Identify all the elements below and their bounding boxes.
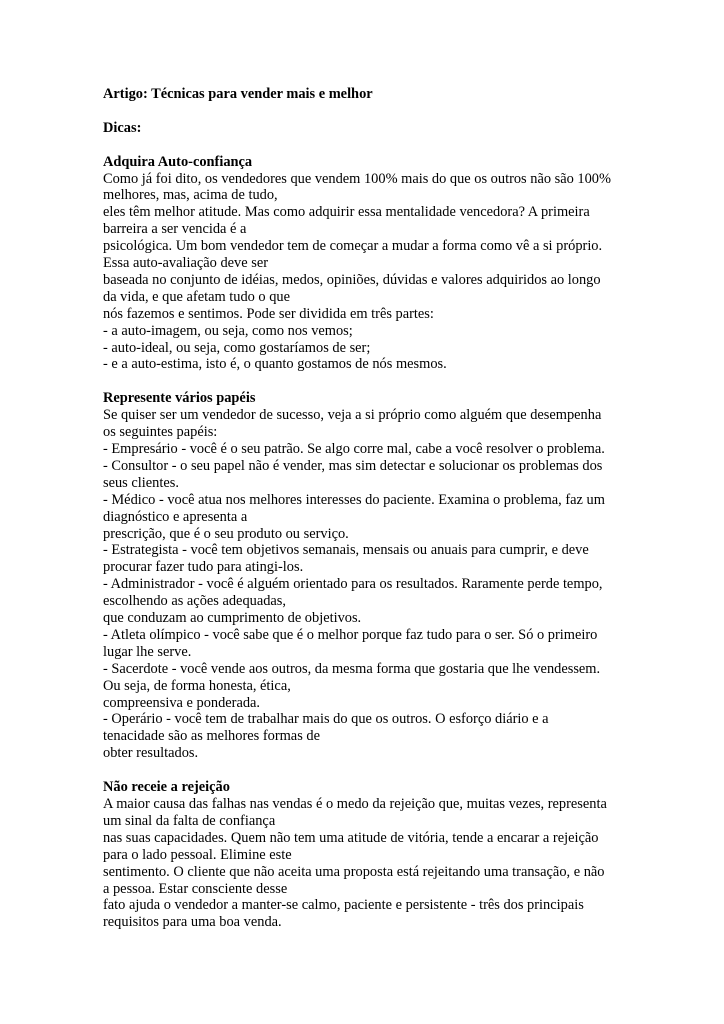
list-item: - Sacerdote - você vende aos outros, da mesma forma que gostaria que lhe vendessem. bbox=[103, 660, 601, 677]
paragraph-line: baseada no conjunto de idéias, medos, opiniões, dúvidas e valores adquiridos ao longo bbox=[103, 271, 601, 288]
section-heading: Adquira Auto-confiança bbox=[103, 153, 253, 170]
paragraph-line: barreira a ser vencida é a bbox=[103, 221, 247, 238]
document-page bbox=[103, 86, 633, 931]
spacer bbox=[103, 137, 633, 154]
paragraph-line: prescrição, que é o seu produto ou serviço. bbox=[103, 525, 349, 542]
paragraph-line: Essa auto-avaliação deve ser bbox=[103, 255, 269, 272]
list-item: - Médico - você atua nos melhores interesses do paciente. Examina o problema, faz um bbox=[103, 491, 605, 508]
list-item: - Operário - você tem de trabalhar mais do que os outros. O esforço diário e a bbox=[103, 711, 549, 728]
tips-label: Dicas: bbox=[103, 119, 142, 136]
list-item: - Atleta olímpico - você sabe que é o melhor porque faz tudo para o ser. Só o primeiro bbox=[103, 626, 598, 643]
paragraph-line: procurar fazer tudo para atingi-los. bbox=[103, 559, 304, 576]
paragraph-line: lugar lhe serve. bbox=[103, 643, 192, 660]
paragraph-line: Como já foi dito, os vendedores que vendem 100% mais do que os outros não são 100% bbox=[103, 170, 611, 187]
section-heading: Represente vários papéis bbox=[103, 390, 256, 407]
list-item: - Administrador - você é alguém orientado para os resultados. Raramente perde tempo, bbox=[103, 576, 603, 593]
list-item: - Estrategista - você tem objetivos semanais, mensais ou anuais para cumprir, e deve bbox=[103, 542, 589, 559]
section-rejection bbox=[103, 779, 633, 931]
paragraph-line: escolhendo as ações adequadas, bbox=[103, 593, 287, 610]
paragraph-line: tenacidade são as melhores formas de bbox=[103, 728, 320, 745]
list-item: - auto-ideal, ou seja, como gostaríamos de ser; bbox=[103, 339, 371, 356]
spacer bbox=[103, 103, 633, 120]
paragraph-line: A maior causa das falhas nas vendas é o medo da rejeição que, muitas vezes, representa bbox=[103, 796, 607, 812]
article-title: Artigo: Técnicas para vender mais e melhor bbox=[103, 86, 373, 102]
spacer bbox=[103, 762, 633, 779]
paragraph-line: seus clientes. bbox=[103, 474, 179, 491]
section-heading: Não receie a rejeição bbox=[103, 779, 230, 796]
paragraph-line: compreensiva e ponderada. bbox=[103, 694, 261, 711]
paragraph-line: que conduzam ao cumprimento de objetivos. bbox=[103, 610, 362, 627]
list-item: - a auto-imagem, ou seja, como nos vemos; bbox=[103, 322, 353, 339]
paragraph-line: os seguintes papéis: bbox=[103, 424, 218, 441]
list-item: - Empresário - você é o seu patrão. Se algo corre mal, cabe a você resolver o problema. bbox=[103, 440, 605, 457]
paragraph-line: diagnóstico e apresenta a bbox=[103, 508, 248, 525]
section-roles bbox=[103, 390, 633, 762]
paragraph-line: obter resultados. bbox=[103, 745, 199, 762]
paragraph-line: Ou seja, de forma honesta, ética, bbox=[103, 677, 291, 694]
paragraph-line: melhores, mas, acima de tudo, bbox=[103, 187, 278, 204]
paragraph-line: nós fazemos e sentimos. Pode ser dividida em três partes: bbox=[103, 305, 434, 322]
paragraph-line: sentimento. O cliente que não aceita uma proposta está rejeitando uma transação, e não bbox=[103, 863, 605, 880]
paragraph-line: para o lado pessoal. Elimine este bbox=[103, 846, 292, 863]
paragraph-line: Se quiser ser um vendedor de sucesso, veja a si próprio como alguém que desempenha bbox=[103, 407, 602, 424]
paragraph-line: fato ajuda o vendedor a manter-se calmo, paciente e persistente - três dos principais bbox=[103, 897, 584, 914]
paragraph-line: da vida, e que afetam tudo o que bbox=[103, 288, 291, 305]
section-self-confidence bbox=[103, 154, 633, 374]
paragraph-line: requisitos para uma boa venda. bbox=[103, 914, 282, 931]
paragraph-line: um sinal da falta de confiança bbox=[103, 812, 276, 829]
paragraph-line: nas suas capacidades. Quem não tem uma atitude de vitória, tende a encarar a rejeição bbox=[103, 829, 599, 846]
paragraph-line: eles têm melhor atitude. Mas como adquirir essa mentalidade vencedora? A primeira bbox=[103, 204, 590, 221]
paragraph-line: a pessoa. Estar consciente desse bbox=[103, 880, 288, 897]
list-item: - Consultor - o seu papel não é vender, mas sim detectar e solucionar os problemas dos bbox=[103, 457, 603, 474]
spacer bbox=[103, 373, 633, 390]
list-item: - e a auto-estima, isto é, o quanto gostamos de nós mesmos. bbox=[103, 356, 447, 373]
paragraph-line: psicológica. Um bom vendedor tem de começar a mudar a forma como vê a si próprio. bbox=[103, 238, 603, 255]
